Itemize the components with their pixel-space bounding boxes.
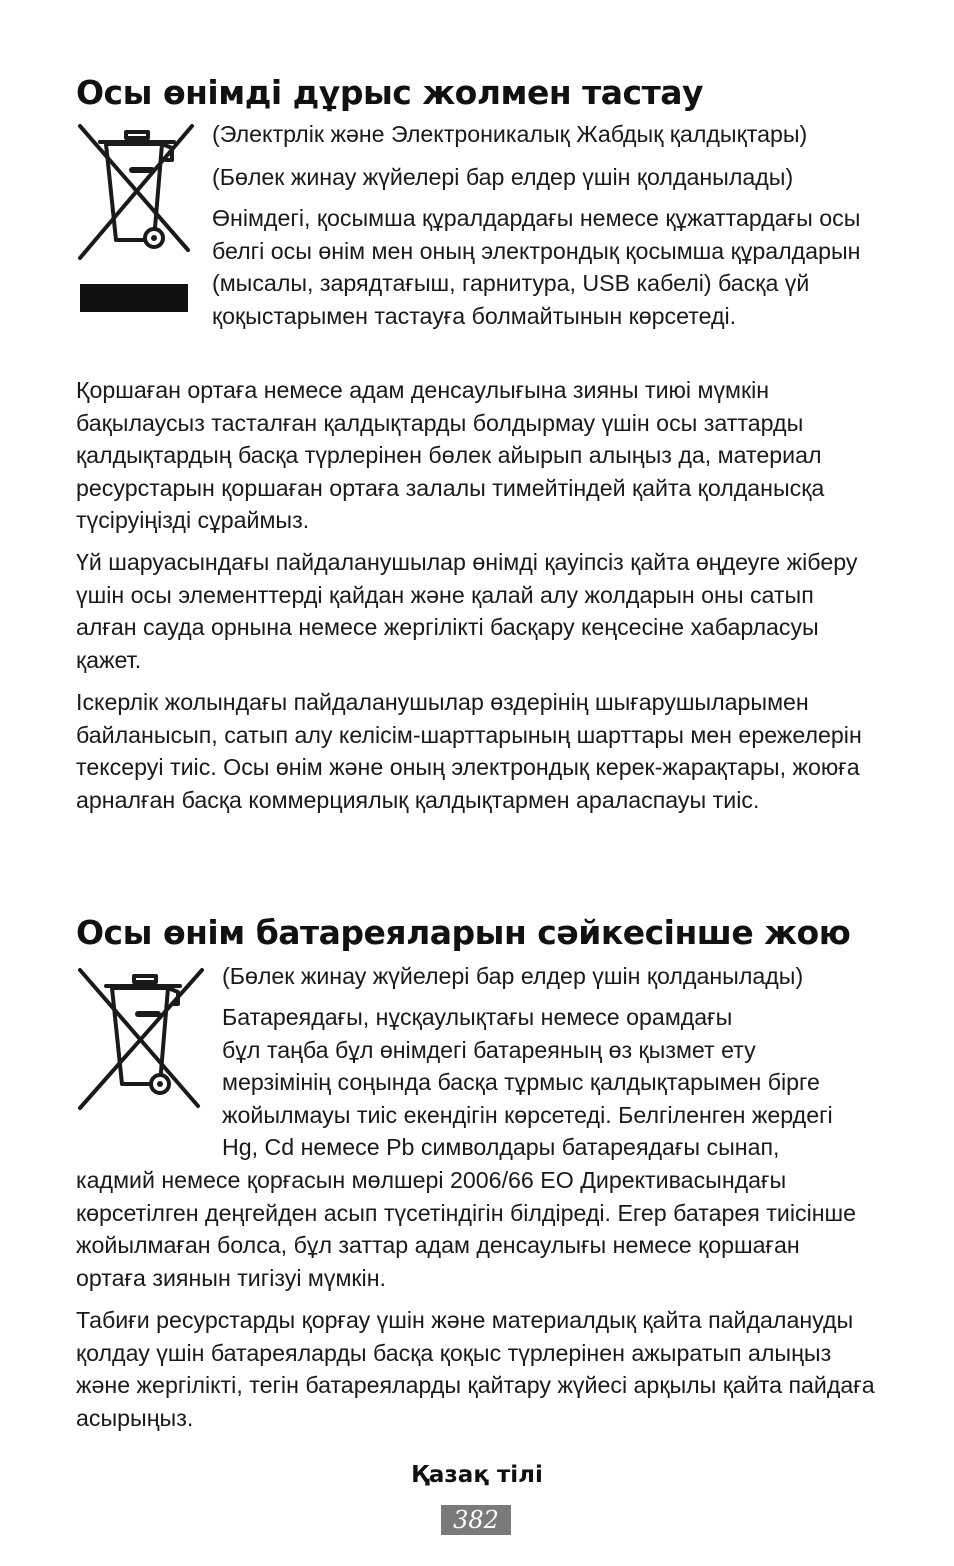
section1-heading: Осы өнімді дұрыс жолмен тастау	[76, 73, 704, 112]
battery-applicability-line: (Бөлек жинау жүйелері бар елдер үшін қолданылады)	[222, 963, 804, 989]
symbol-description: Өнімдегі, қосымша құралдардағы немесе құжаттардағы осы белгі осы өнім мен оның электрондық қосымша құралдарын (мысалы, зарядтағыш, гарнитура, USB кабелі) басқа үй қоқыстарымен тастауға болмайтынын көрсетеді.	[212, 205, 861, 329]
section2-heading: Осы өнім батареяларын сәйкесінше жою	[76, 913, 851, 952]
footer-language: Қазақ тілі	[411, 1462, 543, 1488]
battery-description-line-4: жойылмауы тиіс екендігін көрсетеді. Белгіленген жердегі	[222, 1102, 833, 1128]
battery-description-continuation: кадмий немесе қорғасын мөлшері 2006/66 ЕО Директивасындағы көрсетілген деңгейден асып түсетіндігін білдіреді. Егер батарея тиісінше жойылмаған болса, бұл заттар адам денсаулығы немесе қоршаған ортаға зиянын тигізуі мүмкін.	[76, 1167, 857, 1291]
crossed-out-battery-bin-icon	[76, 966, 206, 1112]
battery-recycling-paragraph: Табиғи ресурстарды қорғау үшін және материалдық қайта пайдалануды қолдау үшін батареяларды басқа қоқыс түрлерінен ажыратып алыңыз және жергілікті, тегін батареяларды қайтару жүйесі арқылы қайта пайдаға асырыңыз.	[76, 1307, 875, 1431]
battery-description-line-3: мерзімінің соңында басқа тұрмыс қалдықтарымен бірге	[222, 1069, 820, 1095]
crossed-out-wheelie-bin-icon	[76, 122, 196, 316]
battery-description-line-2: бұл таңба бұл өнімдегі батареяның өз қызмет ету	[222, 1037, 756, 1063]
paragraph-1: Қоршаған ортаға немесе адам денсаулығына зияны тиюі мүмкін бақылаусыз тасталған қалдықтарды болдырмау үшін осы заттарды қалдықтардың басқа түрлерінен бөлек айырып алыңыз да, материал ресурстарын қоршаған ортаға залалы тимейтіндей қайта қолданысқа түсіруіңізді сұраймыз.	[76, 377, 825, 533]
battery-description-line-5: Hg, Cd немесе Pb символдары батареядағы сынап,	[222, 1134, 780, 1160]
battery-description-line-1: Батареядағы, нұсқаулықтағы немесе орамдағы	[222, 1004, 733, 1030]
paragraph-2: Үй шаруасындағы пайдаланушылар өнімді қауіпсіз қайта өңдеуге жіберу үшін осы элементтерді қайдан және қалай алу жолдарын оны сатып алған сауда орнына немесе жергілікті басқару кеңсесіне хабарласуы қажет.	[76, 549, 858, 673]
weee-line: (Электрлік және Электроникалық Жабдық қалдықтары)	[212, 121, 808, 147]
page-number: 382	[441, 1505, 511, 1535]
applicability-line: (Бөлек жинау жүйелері бар елдер үшін қолданылады)	[212, 164, 794, 190]
paragraph-3: Іскерлік жолындағы пайдаланушылар өздерінің шығарушыларымен байланысып, сатып алу келісім-шарттарының шарттары мен ережелерін тексеруі тиіс. Осы өнім және оның электрондық керек-жарақтары, жоюға арналған басқа коммерциялық қалдықтармен араласпауы тиіс.	[76, 689, 862, 813]
